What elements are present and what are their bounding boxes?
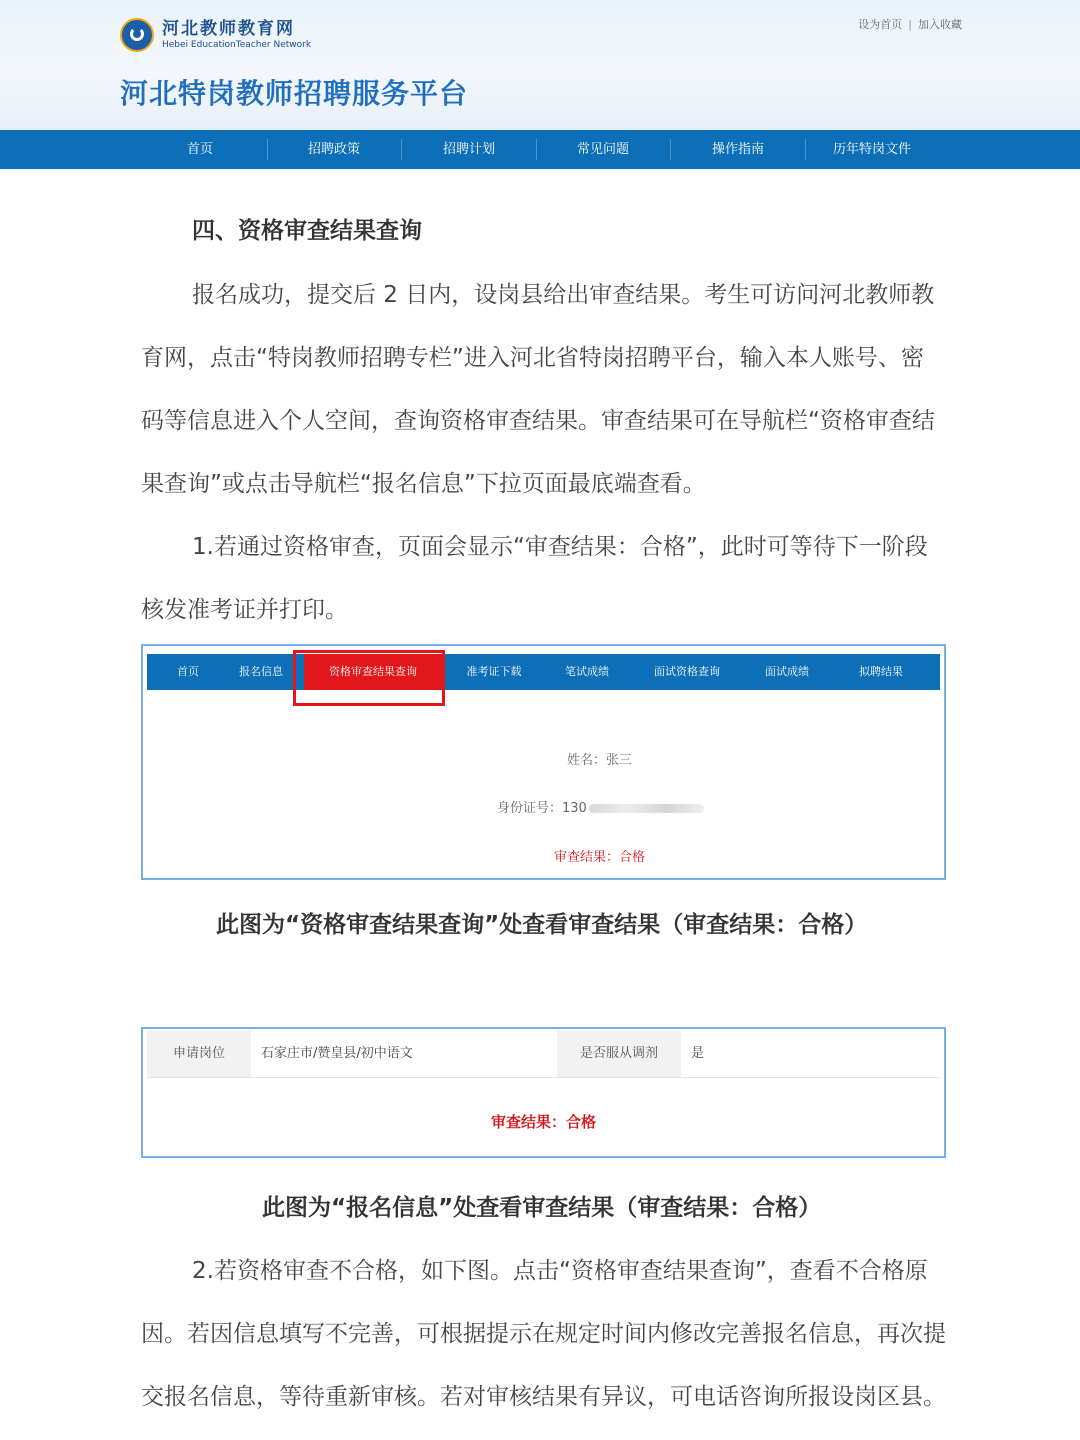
applicant-name: 姓名：张三 <box>567 753 633 768</box>
post-label: 申请岗位 <box>147 1031 251 1077</box>
nav-item-guide[interactable]: 操作指南 <box>711 142 764 157</box>
review-result: 审查结果：合格 <box>554 850 646 865</box>
paragraph-line: 果查询”或点击导航栏“报名信息”下拉页面最底端查看。 <box>141 471 706 497</box>
site-header <box>0 0 1080 130</box>
logo-english-name: Hebei EducationTeacher Network <box>162 40 312 50</box>
paragraph-line: 交报名信息，等待重新审核。若对审核结果有异议，可电话咨询所报设岗区县。 <box>141 1384 946 1410</box>
main-nav <box>0 130 1080 169</box>
portal-tab-interview-score[interactable]: 面试成绩 <box>765 665 809 678</box>
logo-chinese-name: 河北教师教育网 <box>162 19 295 39</box>
portal-tab-interview-eligibility[interactable]: 面试资格查询 <box>654 665 720 678</box>
paragraph-line: 2.若资格审查不合格，如下图。点击“资格审查结果查询”，查看不合格原 <box>192 1258 928 1284</box>
paragraph-line: 1.若通过资格审查，页面会显示“审查结果：合格”，此时可等待下一阶段 <box>192 534 928 560</box>
nav-divider <box>670 139 671 160</box>
paragraph-line: 码等信息进入个人空间，查询资格审查结果。审查结果可在导航栏“资格审查结 <box>141 408 935 434</box>
portal-nav <box>147 654 940 690</box>
nav-item-home[interactable]: 首页 <box>186 142 213 157</box>
nav-item-faq[interactable]: 常见问题 <box>576 142 629 157</box>
paragraph-line: 因。若因信息填写不完善，可根据提示在规定时间内修改完善报名信息，再次提 <box>141 1321 946 1347</box>
nav-divider <box>536 139 537 160</box>
set-homepage-link[interactable]: 设为首页 <box>858 18 903 31</box>
nav-divider <box>401 139 402 160</box>
figure-caption: 此图为“资格审查结果查询”处查看审查结果（审查结果：合格） <box>216 912 868 938</box>
highlight-box <box>293 650 445 706</box>
post-value: 石家庄市/赞皇县/初中语文 <box>261 1046 413 1061</box>
nav-item-policy[interactable]: 招聘政策 <box>307 142 360 157</box>
paragraph-line: 核发准考证并打印。 <box>141 597 348 623</box>
section-heading: 四、资格审查结果查询 <box>192 218 422 244</box>
screenshot-result-query <box>141 644 946 880</box>
screenshot-registration-info <box>141 1027 946 1158</box>
portal-tab-written-score[interactable]: 笔试成绩 <box>565 665 609 678</box>
paragraph-line: 报名成功，提交后 2 日内，设岗县给出审查结果。考生可访问河北教师教 <box>192 282 935 308</box>
adjust-label: 是否服从调剂 <box>557 1031 681 1077</box>
redacted-id-blur <box>589 804 704 813</box>
nav-item-past-files[interactable]: 历年特岗文件 <box>832 142 911 157</box>
portal-tab-registration[interactable]: 报名信息 <box>239 665 283 678</box>
portal-tab-review-result[interactable]: 资格审查结果查询 <box>304 654 442 690</box>
nav-item-plan[interactable]: 招聘计划 <box>442 142 495 157</box>
logo-emblem-icon <box>120 18 154 52</box>
site-logo[interactable] <box>120 18 311 52</box>
site-title: 河北特岗教师招聘服务平台 <box>120 77 469 110</box>
portal-tab-home[interactable]: 首页 <box>177 665 199 678</box>
info-table-row <box>147 1031 940 1078</box>
portal-tab-admission-ticket[interactable]: 准考证下载 <box>466 665 522 678</box>
paragraph-line: 育网，点击“特岗教师招聘专栏”进入河北省特岗招聘平台，输入本人账号、密 <box>141 345 924 371</box>
applicant-id-number: 身份证号：130 <box>497 797 704 816</box>
add-favorite-link[interactable]: 加入收藏 <box>918 18 962 31</box>
portal-tab-hiring-result[interactable]: 拟聘结果 <box>859 665 903 678</box>
adjust-value: 是 <box>691 1046 705 1061</box>
nav-divider <box>805 139 806 160</box>
top-links: 设为首页 | 加入收藏 <box>858 18 962 31</box>
figure-caption: 此图为“报名信息”处查看审查结果（审查结果：合格） <box>262 1195 822 1221</box>
nav-divider <box>267 139 268 160</box>
review-result: 审查结果：合格 <box>490 1113 596 1131</box>
